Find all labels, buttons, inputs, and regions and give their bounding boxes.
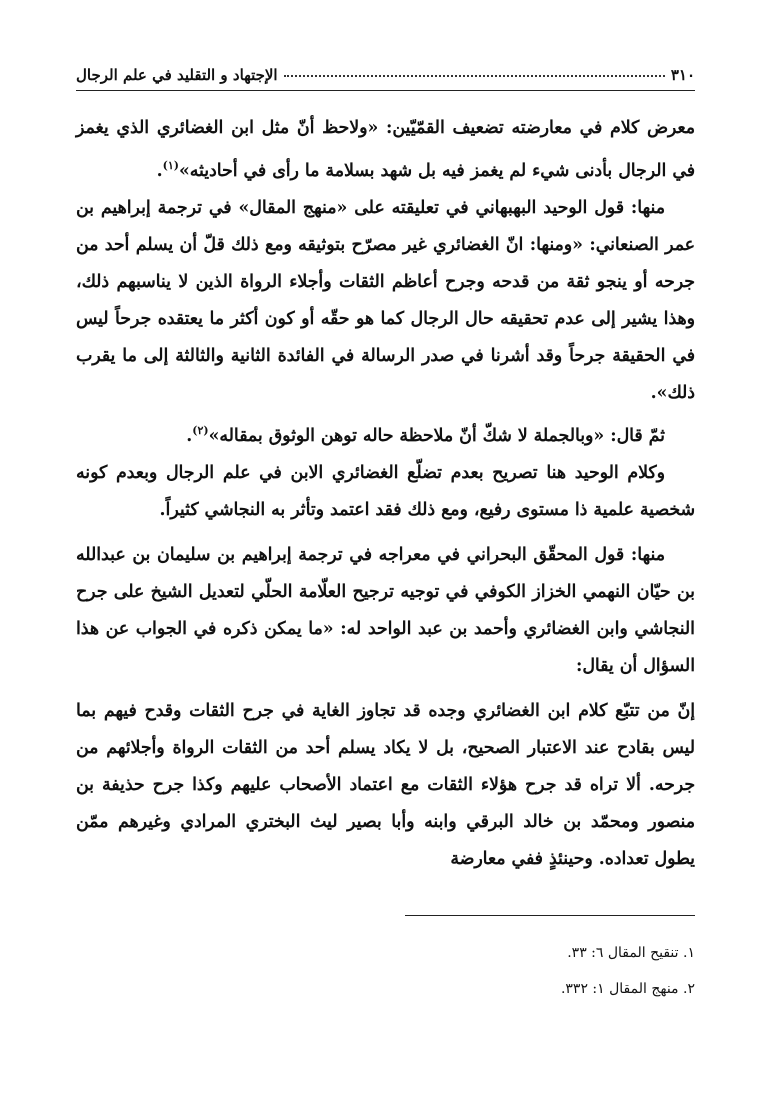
paragraph — [76, 412, 695, 455]
paragraph-text: ثمّ قال: «وبالجملة لا شكّ أنّ ملاحظة حاله توهن الوثوق بمقاله» — [208, 425, 665, 446]
page-header — [76, 60, 695, 91]
paragraph-label: منها: — [630, 197, 665, 218]
footnote: ١. تنقيح المقال ٦: ٣٣. — [567, 945, 695, 961]
paragraph-tail: . — [156, 160, 163, 181]
paragraph — [76, 110, 695, 190]
page-number: ٣١٠ — [670, 66, 695, 84]
footnote-separator — [405, 915, 695, 916]
paragraph-tail: . — [186, 425, 193, 446]
body-text — [76, 110, 695, 878]
running-title: الإجتهاد و التقليد في علم الرجال — [76, 66, 278, 84]
footnote: ٢. منهج المقال ١: ٣٣٢. — [560, 981, 695, 997]
paragraph-text: إنّ من تتبّع كلام ابن الغضائري وجده قد تجاوز الغاية في جرح الثقات وقدح فيهم بما ليس بقادح عند الاعتبار الصحيح، بل لا يكاد يسلم أحد من الثقات الرواة وأجلائهم من جرحه. ألا تراه قد جرح هؤلاء الثقات مع اعتماد الأصحاب عليهم وكذا جرح حذيفة بن منصور ومحمّد بن خالد البرقي وابنه وأبا بصير ليث البختري المرادي وغيرهم ممّن يطول تعداده. وحينئذٍ ففي معارضة — [76, 700, 695, 869]
paragraph — [76, 455, 695, 529]
paragraph-text: قول المحقّق البحراني في معراجه في ترجمة إبراهيم بن سليمان بن عبدالله بن حيّان النهمي الخزاز الكوفي في توجيه ترجيح العلّامة الحلّي لتعديل الشيخ على جرح النجاشي وابن الغضائري وأحمد بن عبد الواحد له: «ما يمكن ذكره في الجواب عن هذا السؤال أن يقال: — [76, 544, 695, 676]
footnote-ref: (٢) — [192, 423, 209, 437]
paragraph-text: وكلام الوحيد هنا تصريح بعدم تضلّع الغضائري الابن في علم الرجال وبعدم كونه شخصية علمية ذا مستوى رفيع، ومع ذلك فقد اعتمد وتأثر به النجاشي كثيراً. — [76, 462, 695, 520]
paragraph-text: قول الوحيد البهبهاني في تعليقته على «منهج المقال» في ترجمة إبراهيم بن عمر الصنعاني: «ومنها: انّ الغضائري غير مصرّح بتوثيقه ومع ذلك قلّ أن يسلم أحد من جرحه أو ينجو ثقة من قدحه وجرح أعاظم الثقات وأجلاء الرواة الذين لا يناسبهم ذلك، وهذا يشير إلى عدم تحقيقه حال الرجال كما هو حقّه أو كون أكثر ما يعتقده جرحاً ليس في الحقيقة جرحاً وقد أشرنا في صدر الرسالة في الفائدة الثانية والثالثة إلى ما يقرب ذلك». — [76, 197, 695, 403]
paragraph — [76, 693, 695, 878]
paragraph — [76, 537, 695, 685]
paragraph-text: معرض كلام في معارضته تضعيف القمّيّين: «ولاحظ أنّ مثل ابن الغضائري الذي يغمز في الرجال بأدنى شيء لم يغمز فيه بل شهد بسلامة ما رأى في أحاديثه» — [76, 118, 695, 181]
footnote-ref: (١) — [162, 159, 179, 172]
footnotes — [76, 935, 695, 1007]
paragraph-label: منها: — [630, 544, 665, 565]
paragraph — [76, 190, 695, 412]
header-dot-leader — [284, 74, 665, 77]
